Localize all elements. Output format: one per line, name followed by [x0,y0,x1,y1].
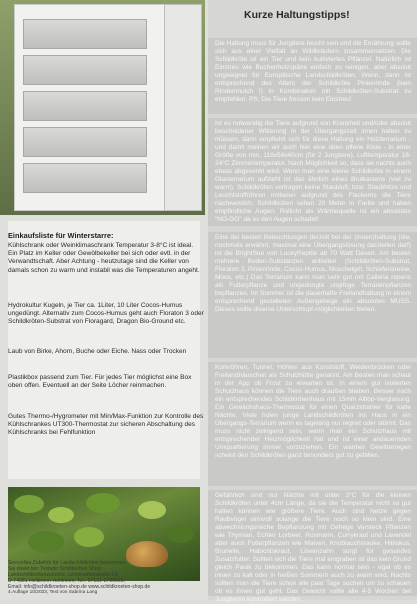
shopping-list-paragraph: Kühlschrank oder Weinklimaschrank Temperatur 3-8°C ist ideal. Ein Platz im Keller oder Gewölbekeller bei sich oder evtl. in der Verwandtschaft. Aber Achtung - heutzutage sind die Keller von damals schon zu warm und instabil was die Temperaturen angeht. [8,242,200,274]
footer-line: Sinnvolles Zubehör für Landschildkröten bekommen [8,560,126,566]
leaf [168,525,194,543]
tips-paragraph: Ist es notwendig die Tiere aufgrund von Krankheit und/oder absolut bescheidener Witterung in der Übergangszeit innen halten zu müssen, dann empfiehlt sich für diese Haltung ein Holzterrarium - und damit meinen wir auch hier eine oben offene Kiste - in einer Größe von min. 118x54x40cm (für 2 Jungtiere). Lufttemperatur 18-24°C Zimmertemperatur. Nach Möglichkeit so, dass sie nachts auch etwas abgesenkt wird. Wenn man eine kleine Schildkröte in einem Glasterrarium aufzieht ist das ähnlich eines Brutkastens (viel zu warm). Schildkröten vertragen keine Staubluft, bzw. Staubhitze und Leuchtstoffröhren imitieren aufgrund des Flackerns die Tiere nachweislich. Schildkröten sehen 20 Meter in Farbe und haben empfindliche Augen. Rollicht als Wärmequelle ist ein absolutes "NO-GO" da es den Augen schadet! [215,120,411,223]
footer-line: D-74081 Heilbronn-Horkheim, Tel.: 07131-2790660, [8,578,125,585]
shopping-list-paragraph: Plastikbox passend zum Tier. Für jedes Tier möglichst eine Box oben offen. Eventuell an der Seite Löcher reinmachen. [8,374,192,390]
shopping-list-paragraph: Laub von Birke, Ahorn, Buche oder Eiche. Nass oder Trocken [8,348,187,355]
footer-line: Landschildkrötenzubehör, Lehmhaldenstraße 14, [8,572,119,579]
shopping-list-title: Einkaufsliste für Winterstarre: [8,231,114,240]
leaf [74,527,104,547]
fridge-interior [14,4,166,211]
edition-credit: 4.Auflage 10/2023, Text von Sabrina Lang [8,590,98,595]
leaf [138,501,166,519]
tips-paragraph: Gefährlich sind nur Nächte mit unter 3°C für die kleinen Schildkröten unter 4cm Länge, da sie die Temperatur nicht so gut halten können wie größere Tiere. Auch sind Netze gegen Raubvögel sinnvoll solange die Tiere noch so klein sind. Eine abwechslungsreiche Bepflanzung mit Gehege Versteck Pflanzen wie Thymian, Echter Lorbeer, Rosmarin, Currykraut und Lavendel aber auch Futterpflanzen wie Malven, Knoblauchsrauke, Hibiskus, Brunelle, Habichtskraut, Löwenzahn sorgt für gesundes Zusatzfutter. Sollten sich die Tiere mal eingraben ist das kein Grund gleich Panik zu bekommen. Das kann normal sein - egal ob es innen zu kalt oder in heißen Sommern auch zu warm wird. Nachts sollten man die Tiere schon alle paar Tage suchen um zu schauen ob es ihnen gut geht. Das Gewicht sollte alle 4-5 Wochen bei Jungtieren kontrolliert werden. [215,492,411,603]
tips-title: Kurze Haltungstipps! [244,9,350,21]
fridge-photo [0,0,205,215]
fridge-door [164,4,202,211]
leaf [86,493,120,513]
leaf [48,507,74,523]
tips-paragraph: Eine der besten Beleuchtungen derzeit bei der (Innen)haltung (die, nochmals erwähnt, maximal eine Übergangslösung darstellen darf) ist die BrightSun von LuckyReptile ab 70 Watt Desert. Am besten mehrere Boden-Substanzen anbieten (Schildkröten-Substrat, Floraton 3, Pinienrinde, Cocos-Humus, Muschelgrit, Schieferstreine, Moos, etc.) Das Terrarium kann man sehr gut mit Calleria repens als Futterpflanze und ungedüngte ungiftige Terrarienpflanzen bepflanzen. Im Sommer ist die dauerhafte Freilandhaltung in einem entsprechend gestalteten Außengehege ein absolutes MUSS. Dieses sollte diverse Unterschlupf-möglichkeiten bieten. [215,234,411,313]
leaf [28,531,64,553]
footer-line: Sie direkt bei: Testudo Schildkröten Shop [8,566,101,573]
supplier-footer [8,560,208,590]
fridge-box [23,127,147,157]
fridge-box [23,163,147,193]
footer-contact-line[interactable]: Email: info@schildkroeten-shop.de www.schildkroeten-shop.de [8,584,151,591]
shopping-list-paragraph: Gutes Thermo-/Hygrometer mit Min/Max-Funktion zur Kontrolle des Kühlschrankes UT300-Thermostat zur sicheren Abschaltung des Kühlschranks bei Fehlfunktion [8,413,204,437]
leaf [14,495,44,513]
fridge-box [23,91,147,121]
tips-paragraph: Korkröhren, Tunnel, Höhlen aus Kunststoff, Weidenbrücken oder Freilandhäuschen als Schutzhütte genannt. Am Besten man schaut in der App ob Frost zu erwarten ist. In einem gut isolierten Schutzhaus können die Tiere auch draußen bleiben. Besser noch ein entsprechendes Schildkrötenhaus mit 15mm Alltop-Verglasung. Ein Gewächshaus-Thermostat für einen Quarzstrahler für kalte Nächte. Viele holen junge Landschildkröten ins Haus in ein Übergangs-Terrarium wenn es tagelang nur regnet oder stürmt. Das muss nicht zwingend sein, wenn man ein Schutzhaus mit entsprechender Heizmöglichkeit hat und ist einer andauernden Umquartierung immer vorzuziehen. Ein warmer Gewitterregen scheint den Schildkröten ganz besonders gut zu gefallen. [215,364,411,459]
tips-paragraph: Die Haltung muss für Jungtiere feucht sein und die Ernährung sollte sich aus einer Vielfalt an Wildkräutern zusammensetzen. Die Schildkröte ist ein Tier und kein kultiviertes Pflänzel. Natürlich ist Einstreu wie Buchenholzspäne einfach zu reinigen, aber absolut ungeeignet für Europäische Landschildkröten. Wenn, dann ist entsprechend des Alters der Schildkröte Pinienrinde (kein Rindenmulch !) in Kombination mit Schildkröten-Substrat zu empfehlen. PS: Die Tiere fressen kein Einstreu! [215,40,411,103]
shopping-list-paragraph: Hydrokultur Kugeln, je Tier ca. 1Liter, 10 Liter Cocos-Humus ungedüngt. Alternativ zum Cocos-Humus geht auch Floraton 3 oder Schildkröten-Substrat von Floragard, Dragon Bio-Ground etc. [8,302,204,326]
fridge-box [23,55,147,85]
fridge-box [23,19,147,49]
